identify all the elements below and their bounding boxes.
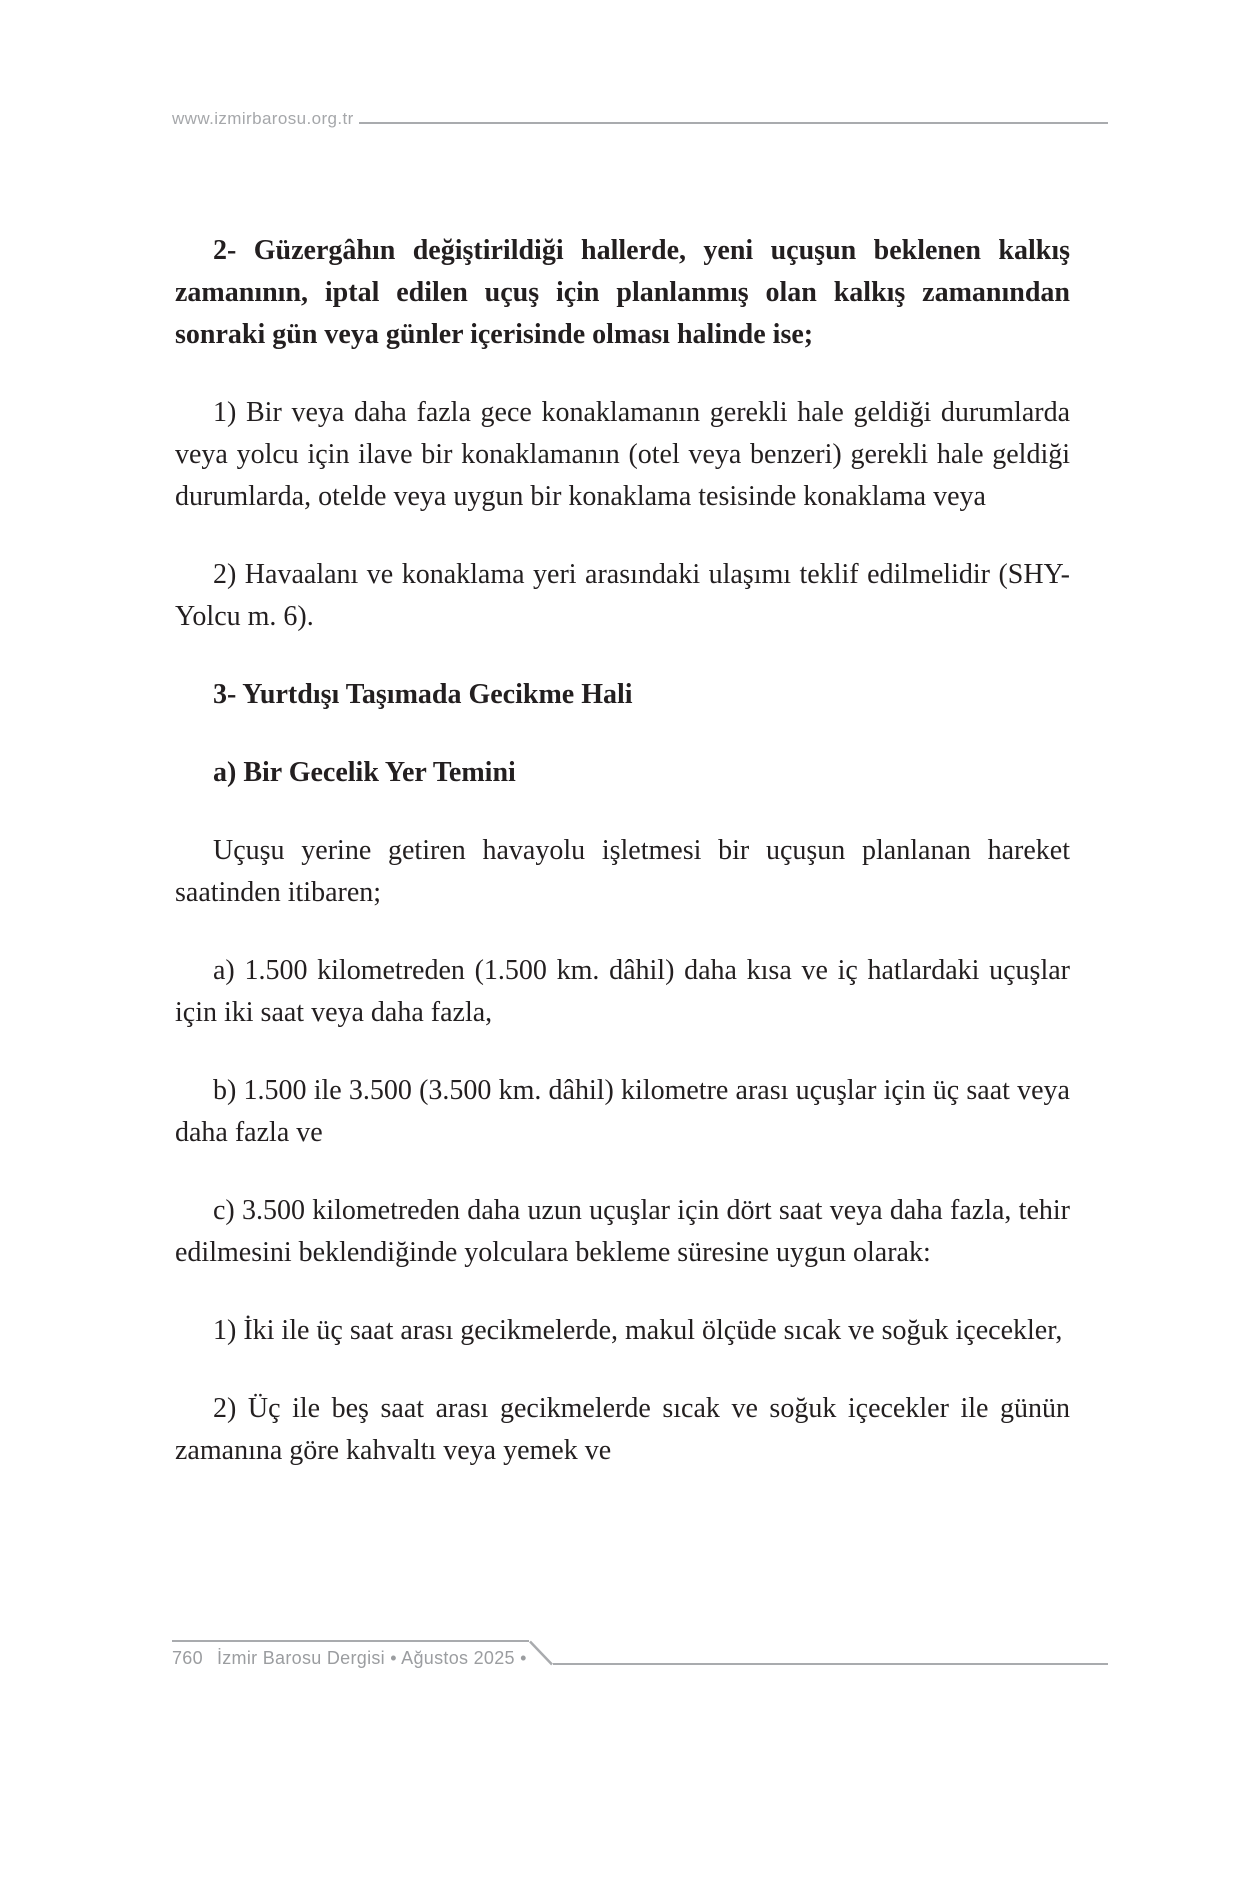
- page-footer: [172, 1640, 1108, 1671]
- paragraph: c) 3.500 kilometreden daha uzun uçuşlar için dört saat veya daha fazla, tehir edilmesini beklendiğinde yolculara bekleme süresine uygun olarak:: [175, 1195, 1070, 1268]
- paragraph: 2- Güzergâhın değiştirildiği hallerde, yeni uçuşun beklenen kalkış zamanının, iptal edilen uçuş için planlanmış olan kalkış zamanından sonraki gün veya günler içerisinde olması halinde ise;: [175, 235, 1070, 350]
- paragraph: a) 1.500 kilometreden (1.500 km. dâhil) daha kısa ve iç hatlardaki uçuşlar için iki saat veya daha fazla,: [175, 955, 1070, 1028]
- page-number: 760: [172, 1648, 203, 1668]
- footer-diagonal-line: [529, 1640, 553, 1671]
- journal-title-line: İzmir Barosu Dergisi • Ağustos 2025 •: [216, 1648, 527, 1668]
- article-body: [175, 230, 1070, 1508]
- paragraph: b) 1.500 ile 3.500 (3.500 km. dâhil) kilometre arası uçuşlar için üç saat veya daha fazla ve: [175, 1075, 1070, 1148]
- page-header: [172, 110, 1108, 127]
- footer-rule-line: [553, 1640, 1108, 1665]
- header-rule-line: [359, 122, 1108, 124]
- website-url: www.izmirbarosu.org.tr: [172, 109, 354, 128]
- paragraph: Uçuşu yerine getiren havayolu işletmesi bir uçuşun planlanan hareket saatinden itibaren;: [175, 835, 1070, 908]
- section-heading: a) Bir Gecelik Yer Temini: [213, 757, 516, 788]
- footer-text-block: [172, 1640, 529, 1669]
- paragraph: 1) Bir veya daha fazla gece konaklamanın gerekli hale geldiği durumlarda veya yolcu için ilave bir konaklamanın (otel veya benzeri) gerekli hale geldiği durumlarda, otelde veya uygun bir konaklama tesisinde konaklama veya: [175, 397, 1070, 512]
- paragraph: 1) İki ile üç saat arası gecikmelerde, makul ölçüde sıcak ve soğuk içecekler,: [213, 1315, 1063, 1346]
- paragraph: 2) Havaalanı ve konaklama yeri arasındaki ulaşımı teklif edilmelidir (SHY-Yolcu m. 6).: [175, 559, 1070, 632]
- section-heading: 3- Yurtdışı Taşımada Gecikme Hali: [213, 679, 633, 710]
- paragraph: 2) Üç ile beş saat arası gecikmelerde sıcak ve soğuk içecekler ile günün zamanına göre kahvaltı veya yemek ve: [175, 1393, 1070, 1466]
